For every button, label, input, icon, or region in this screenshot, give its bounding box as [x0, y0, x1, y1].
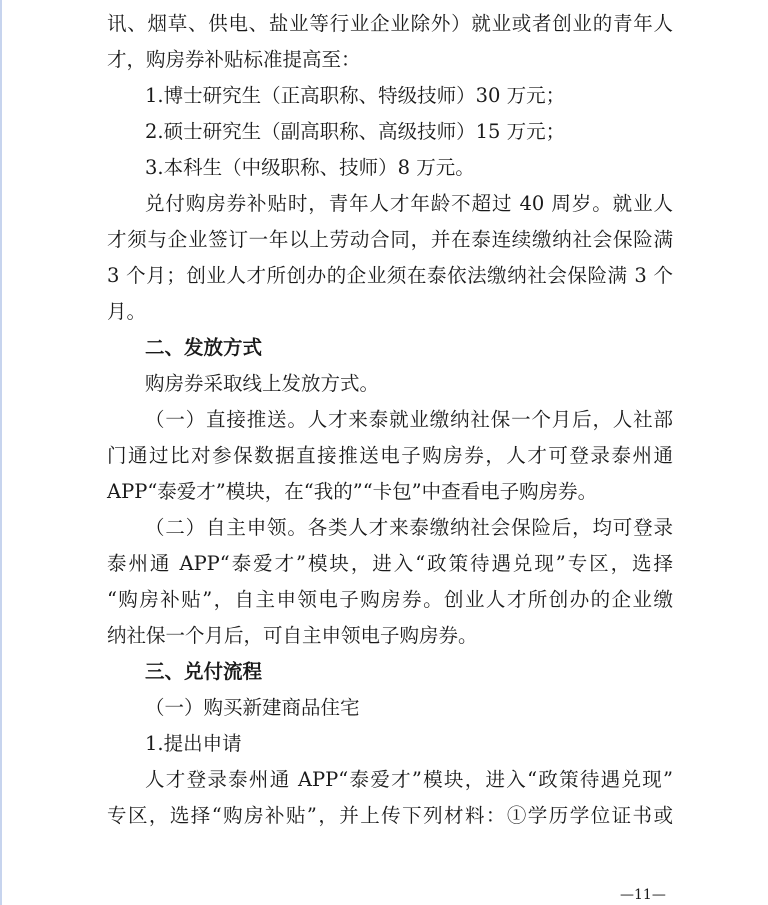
text-line: 人才登录泰州通 APP“泰爱才”模块，进入“政策待遇兑现”: [145, 768, 673, 791]
text-line: 兑付购房券补贴时，青年人才年龄不超过 40 周岁。就业人: [145, 192, 673, 215]
text-line: “购房补贴”，自主申领电子购房券。创业人才所创办的企业缴: [107, 588, 673, 611]
text-line: （一）直接推送。人才来泰就业缴纳社保一个月后，人社部: [145, 408, 673, 431]
page-number: —11—: [620, 887, 666, 903]
list-item: 3.本科生（中级职称、技师）8 万元。: [145, 156, 475, 179]
text-line: 3 个月；创业人才所创办的企业须在泰依法缴纳社会保险满 3 个: [107, 264, 673, 287]
text-line: 月。: [107, 300, 147, 323]
section-heading: 三、兑付流程: [145, 660, 263, 683]
list-item: 2.硕士研究生（副高职称、高级技师）15 万元；: [145, 120, 566, 143]
text-line: 才，购房券补贴标准提高至：: [107, 48, 361, 71]
page-left-edge: [0, 0, 2, 905]
text-line: （二）自主申领。各类人才来泰缴纳社会保险后，均可登录: [145, 516, 673, 539]
subsection-heading: （一）购买新建商品住宅: [145, 696, 360, 719]
text-line: APP“泰爱才”模块，在“我的”“卡包”中查看电子购房券。: [107, 480, 598, 503]
text-line: 购房券采取线上发放方式。: [145, 372, 380, 395]
section-heading: 二、发放方式: [145, 336, 263, 359]
subsection-heading: 1.提出申请: [145, 732, 242, 755]
text-line: 泰州通 APP“泰爱才”模块，进入“政策待遇兑现”专区，选择: [107, 552, 673, 575]
text-line: 专区，选择“购房补贴”，并上传下列材料：①学历学位证书或: [107, 804, 673, 827]
text-line: 纳社保一个月后，可自主申领电子购房券。: [107, 624, 478, 647]
text-line: 门通过比对参保数据直接推送电子购房券，人才可登录泰州通: [107, 444, 673, 467]
text-line: 讯、烟草、供电、盐业等行业企业除外）就业或者创业的青年人: [107, 12, 673, 35]
text-line: 才须与企业签订一年以上劳动合同，并在泰连续缴纳社会保险满: [107, 228, 673, 251]
list-item: 1.博士研究生（正高职称、特级技师）30 万元；: [145, 84, 566, 107]
